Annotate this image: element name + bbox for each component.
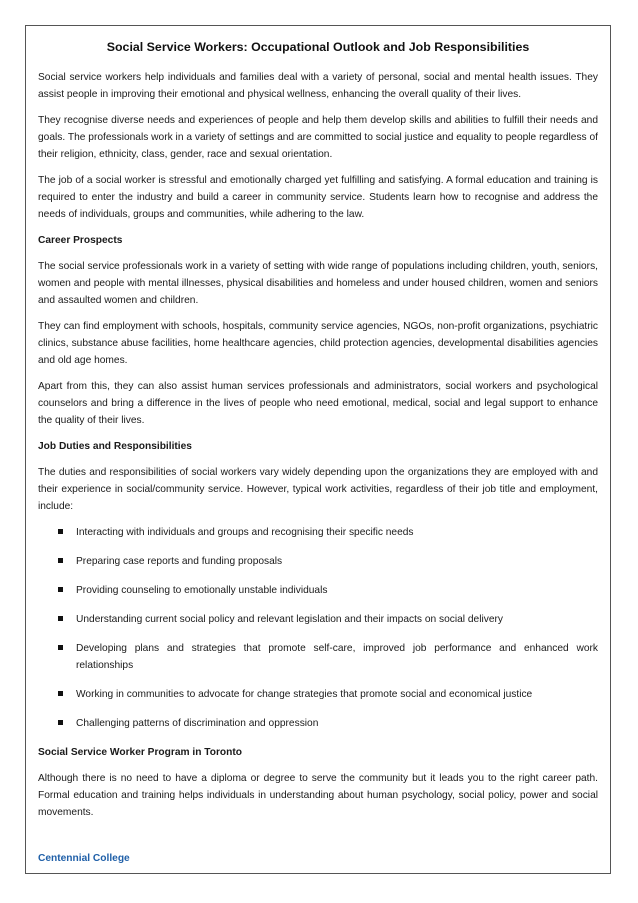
- list-item-text: Understanding current social policy and relevant legislation and their impacts on social delivery: [76, 614, 503, 625]
- duties-list: [38, 524, 598, 732]
- intro-paragraph-2: They recognise diverse needs and experiences of people and help them develop skills and abilities to fulfill their needs and goals. The professionals work in a variety of settings and are committed to social justice and equality to people regardless of their religion, ethnicity, class, gender, race and sexual orientation.: [38, 115, 598, 160]
- square-bullet-icon: [58, 616, 63, 621]
- list-item-text: Preparing case reports and funding proposals: [76, 556, 283, 567]
- page-title: Social Service Workers: Occupational Outlook and Job Responsibilities: [106, 40, 530, 54]
- list-item: [38, 715, 598, 732]
- list-item: [38, 640, 598, 674]
- intro-paragraph-1: Social service workers help individuals and families deal with a variety of personal, social and mental health issues. They assist people in improving their emotional and physical wellness, enhancing the overall quality of their lives.: [38, 72, 598, 100]
- square-bullet-icon: [58, 645, 63, 650]
- footer-college-name: Centennial College: [38, 853, 130, 864]
- list-item-text: Interacting with individuals and groups and recognising their specific needs: [76, 527, 414, 538]
- square-bullet-icon: [58, 529, 63, 534]
- document-body: [38, 40, 598, 830]
- duties-paragraph: The duties and responsibilities of social workers vary widely depending upon the organizations they are employed with and their experience in social/community service. However, typical work activities, regardless of their job title and employment, include:: [38, 467, 598, 512]
- list-item: [38, 553, 598, 570]
- document-page: [25, 25, 611, 874]
- list-item: [38, 524, 598, 541]
- career-paragraph-2: They can find employment with schools, hospitals, community service agencies, NGOs, non-profit organizations, psychiatric clinics, substance abuse facilities, home healthcare agencies, child protection agencies, developmental disabilities agencies and old age homes.: [38, 321, 598, 366]
- square-bullet-icon: [58, 587, 63, 592]
- list-item-text: Providing counseling to emotionally unstable individuals: [76, 585, 328, 596]
- intro-paragraph-3: The job of a social worker is stressful and emotionally charged yet fulfilling and satisfying. A formal education and training is required to enter the industry and build a career in community service. Students learn how to recognise and address the needs of individuals, groups and communities, while adhering to the law.: [38, 175, 598, 220]
- duties-heading: Job Duties and Responsibilities: [38, 441, 192, 452]
- career-paragraph-3: Apart from this, they can also assist human services professionals and administrators, social workers and psychological counselors and bring a difference in the lives of people who need emotional, medical, social and legal support to enhance the quality of their lives.: [38, 381, 598, 426]
- career-prospects-heading: Career Prospects: [38, 235, 123, 246]
- list-item: [38, 611, 598, 628]
- list-item-text: Developing plans and strategies that promote self-care, improved job performance and enhanced work relationships: [76, 643, 598, 671]
- square-bullet-icon: [58, 691, 63, 696]
- career-paragraph-1: The social service professionals work in a variety of setting with wide range of populations including children, youth, seniors, women and people with mental illnesses, physical disabilities and homeless and under housed children, women and seniors and assaulted women and children.: [38, 261, 598, 306]
- program-paragraph: Although there is no need to have a diploma or degree to serve the community but it leads you to the right career path. Formal education and training helps individuals in understanding about human psychology, social policy, power and social movements.: [38, 773, 598, 818]
- list-item-text: Working in communities to advocate for change strategies that promote social and economical justice: [76, 689, 533, 700]
- program-heading: Social Service Worker Program in Toronto: [38, 747, 242, 758]
- list-item-text: Challenging patterns of discrimination and oppression: [76, 718, 319, 729]
- list-item: [38, 686, 598, 703]
- square-bullet-icon: [58, 720, 63, 725]
- list-item: [38, 582, 598, 599]
- square-bullet-icon: [58, 558, 63, 563]
